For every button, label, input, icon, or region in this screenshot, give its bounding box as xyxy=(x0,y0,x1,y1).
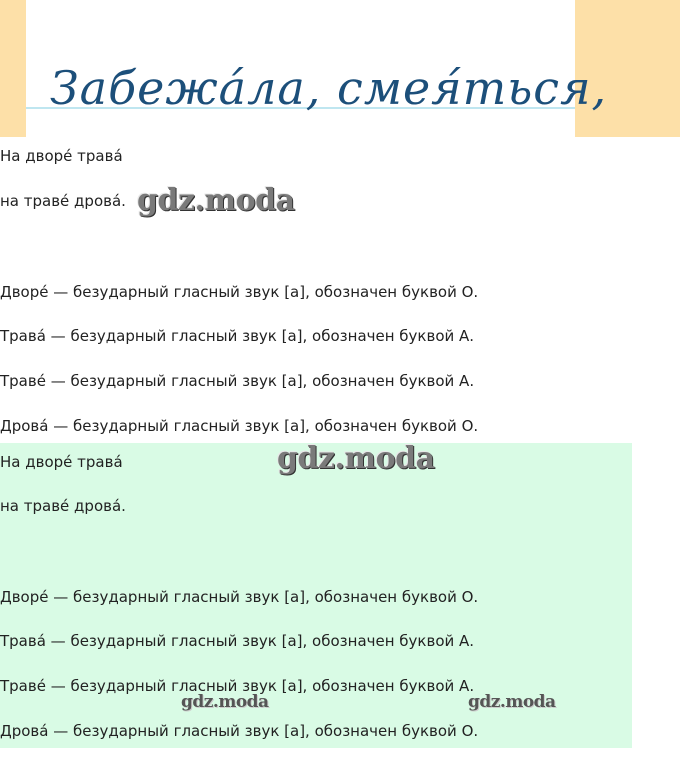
handwriting-image xyxy=(0,0,680,137)
watermark: gdz.moda xyxy=(137,183,295,218)
analysis-line: Траве́ — безударный гласный звук [а], обозначен буквой А. xyxy=(0,372,475,390)
analysis-line: Трава́ — безударный гласный звук [а], обозначен буквой А. xyxy=(0,327,475,345)
analysis-line: Трава́ — безударный гласный звук [а], обозначен буквой А. xyxy=(0,632,475,650)
handwriting-text: Забежа́ла, смея́ться, xyxy=(50,61,608,115)
poem-line-2: на траве́ дрова́. xyxy=(0,192,126,210)
handwriting-banner xyxy=(0,0,680,137)
poem-line-1: На дворе́ трава́ xyxy=(0,147,123,165)
analysis-line: Дрова́ — безударный гласный звук [а], обозначен буквой О. xyxy=(0,722,479,740)
analysis-line: Траве́ — безударный гласный звук [а], обозначен буквой А. xyxy=(0,677,475,695)
poem-line-1: На дворе́ трава́ xyxy=(0,453,123,471)
analysis-line: Дворе́ — безударный гласный звук [а], обозначен буквой О. xyxy=(0,283,479,301)
watermark: gdz.moda xyxy=(468,692,556,712)
watermark: gdz.moda xyxy=(181,692,269,712)
analysis-line: Дворе́ — безударный гласный звук [а], обозначен буквой О. xyxy=(0,588,479,606)
poem-line-2: на траве́ дрова́. xyxy=(0,497,126,515)
analysis-line: Дрова́ — безударный гласный звук [а], обозначен буквой О. xyxy=(0,417,479,435)
watermark: gdz.moda xyxy=(277,441,435,476)
